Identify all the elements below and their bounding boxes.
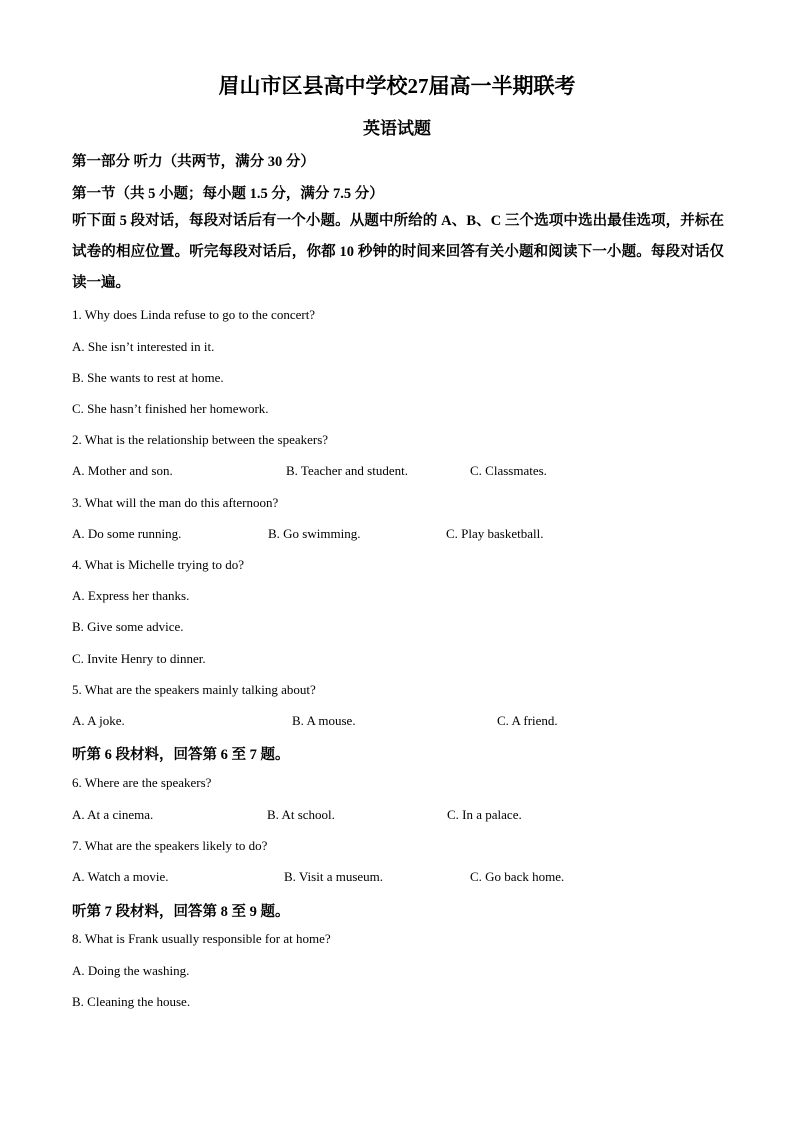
section-heading: 第一节（共 5 小题；每小题 1.5 分，满分 7.5 分） xyxy=(72,186,384,202)
q4-option-c: C. Invite Henry to dinner. xyxy=(72,651,206,666)
question-8: 8. What is Frank usually responsible for at home? xyxy=(72,931,331,946)
q5-option-b: B. A mouse. xyxy=(292,713,356,728)
q1-option-c: C. She hasn’t finished her homework. xyxy=(72,401,269,416)
q6-option-a: A. At a cinema. xyxy=(72,807,154,822)
q6-option-c: C. In a palace. xyxy=(447,807,522,822)
q2-option-c: C. Classmates. xyxy=(470,463,547,478)
question-5: 5. What are the speakers mainly talking about? xyxy=(72,682,316,697)
q5-option-a: A. A joke. xyxy=(72,713,125,728)
exam-title: 眉山市区县高中学校27届高一半期联考 xyxy=(218,74,576,98)
q7-option-b: B. Visit a museum. xyxy=(284,869,384,884)
q4-option-b: B. Give some advice. xyxy=(72,619,184,634)
q4-option-a: A. Express her thanks. xyxy=(72,588,190,603)
q1-option-b: B. She wants to rest at home. xyxy=(72,370,224,385)
q6-option-b: B. At school. xyxy=(267,807,335,822)
q8-option-b: B. Cleaning the house. xyxy=(72,994,191,1009)
question-6: 6. Where are the speakers? xyxy=(72,775,212,790)
exam-subtitle: 英语试题 xyxy=(363,119,431,138)
q8-option-a: A. Doing the washing. xyxy=(72,963,190,978)
material-6-heading: 听第 6 段材料，回答第 6 至 7 题。 xyxy=(72,747,290,763)
q3-option-b: B. Go swimming. xyxy=(268,526,361,541)
q1-option-a: A. She isn’t interested in it. xyxy=(72,339,215,354)
material-7-heading: 听第 7 段材料，回答第 8 至 9 题。 xyxy=(72,904,290,920)
q2-option-a: A. Mother and son. xyxy=(72,463,173,478)
q3-option-c: C. Play basketball. xyxy=(446,526,544,541)
q3-option-a: A. Do some running. xyxy=(72,526,182,541)
q7-option-c: C. Go back home. xyxy=(470,869,565,884)
question-4: 4. What is Michelle trying to do? xyxy=(72,557,244,572)
q2-option-b: B. Teacher and student. xyxy=(286,463,408,478)
question-7: 7. What are the speakers likely to do? xyxy=(72,838,268,853)
q7-option-a: A. Watch a movie. xyxy=(72,869,169,884)
question-1: 1. Why does Linda refuse to go to the concert? xyxy=(72,307,316,322)
question-2: 2. What is the relationship between the speakers? xyxy=(72,432,329,447)
q5-option-c: C. A friend. xyxy=(497,713,558,728)
question-3: 3. What will the man do this afternoon? xyxy=(72,495,279,510)
part-heading: 第一部分 听力（共两节，满分 30 分） xyxy=(72,154,315,170)
instructions: 听下面 5 段对话，每段对话后有一个小题。从题中所给的 A、B、C 三个选项中选出最佳选项，并标在试卷的相应位置。听完每段对话后，你都 10 秒钟的时间来回答有关小题和阅读下一小题。每段对话仅读一遍。 xyxy=(72,213,724,291)
